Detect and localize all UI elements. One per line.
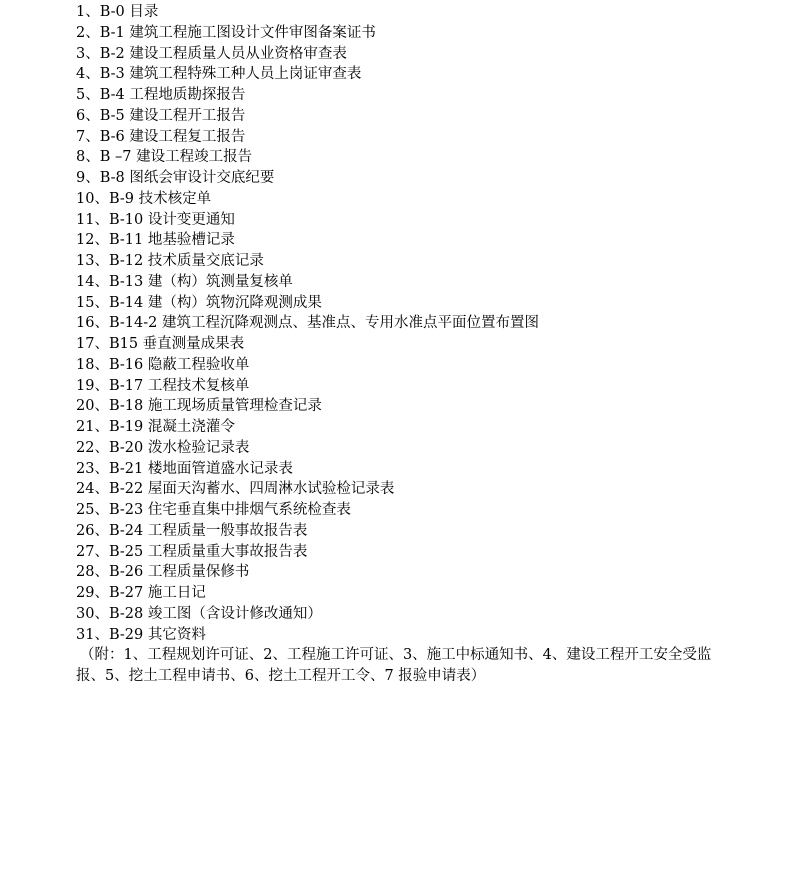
item-code: B-11 (108, 232, 144, 249)
item-separator: 、 (94, 502, 109, 518)
document-body (76, 2, 726, 687)
item-title: 建筑工程沉降观测点、基准点、专用水准点平面位置布置图 (161, 315, 539, 332)
item-number: 2 (76, 24, 86, 41)
item-separator: 、 (94, 273, 109, 290)
item-separator: 、 (85, 128, 100, 145)
item-number: 23 (76, 460, 95, 477)
item-title: 技术核定单 (138, 190, 212, 207)
item-number: 3 (76, 45, 86, 62)
item-separator: 、 (94, 522, 109, 539)
item-separator: 、 (94, 564, 109, 581)
list-item (76, 313, 726, 334)
item-separator: 、 (94, 190, 109, 207)
item-separator: 、 (94, 398, 109, 415)
item-number: 24 (76, 481, 95, 498)
item-number: 18 (76, 356, 95, 373)
item-title: 建（构）筑测量复核单 (147, 273, 293, 290)
item-separator: 、 (94, 460, 109, 477)
item-code: B-21 (108, 460, 144, 477)
item-number: 27 (76, 543, 95, 560)
item-separator: 、 (94, 585, 109, 601)
item-code: B-19 (108, 419, 144, 435)
item-code: B-20 (108, 439, 144, 456)
list-item (76, 127, 726, 148)
item-separator: 、 (94, 377, 109, 394)
item-separator: 、 (94, 439, 109, 456)
item-number: 1 (76, 4, 86, 20)
list-item (76, 210, 726, 231)
item-code: B15 (108, 336, 139, 352)
list-item (76, 64, 726, 85)
item-title: 工程技术复核单 (147, 377, 250, 394)
item-title: 建设工程开工报告 (129, 107, 246, 124)
list-item (76, 376, 726, 397)
item-separator: 、 (94, 336, 109, 352)
item-number: 14 (76, 273, 95, 290)
item-code: B-17 (108, 377, 144, 394)
item-separator: 、 (94, 605, 109, 622)
item-number: 13 (76, 253, 95, 269)
list-item (76, 2, 726, 23)
item-code: B-1 (99, 24, 125, 41)
item-number: 5 (76, 87, 86, 103)
item-separator: 、 (85, 66, 100, 83)
item-separator: 、 (85, 87, 100, 103)
item-title: 建设工程质量人员从业资格审查表 (129, 45, 347, 62)
list-item (76, 355, 726, 376)
item-number: 26 (76, 522, 95, 539)
item-title: 目录 (129, 4, 159, 20)
item-code: B-18 (108, 398, 144, 415)
item-separator: 、 (94, 356, 109, 373)
item-code: B-14 (108, 294, 144, 311)
list-item (76, 521, 726, 542)
list-item (76, 583, 726, 604)
item-code: B-26 (108, 564, 144, 581)
list-item (76, 272, 726, 293)
item-title: 技术质量交底记录 (147, 253, 264, 269)
item-separator: 、 (94, 253, 109, 269)
item-number: 16 (76, 315, 95, 332)
item-title: 工程质量保修书 (147, 564, 250, 581)
list-item (76, 542, 726, 563)
item-separator: 、 (94, 294, 109, 311)
item-number: 15 (76, 294, 95, 311)
item-code: B-22 (108, 481, 144, 498)
item-code: B-23 (108, 502, 144, 518)
item-title: 建筑工程施工图设计文件审图备案证书 (129, 24, 376, 41)
item-number: 11 (76, 211, 95, 228)
item-separator: 、 (94, 211, 109, 228)
item-code: B-10 (108, 211, 144, 228)
list-item (76, 625, 726, 646)
item-number: 9 (76, 170, 86, 186)
list-item (76, 334, 726, 355)
item-title: 其它资料 (147, 626, 206, 643)
item-title: 楼地面管道盛水记录表 (147, 460, 293, 477)
list-item (76, 251, 726, 272)
item-separator: 、 (85, 149, 100, 166)
item-code: B-4 (99, 87, 125, 103)
item-number: 17 (76, 336, 95, 352)
item-separator: 、 (85, 107, 100, 124)
item-number: 8 (76, 149, 86, 166)
item-number: 30 (76, 605, 95, 622)
list-item (76, 168, 726, 189)
item-title: 竣工图（含设计修改通知） (147, 605, 322, 622)
item-code: B-12 (108, 253, 144, 269)
item-code: B-9 (108, 190, 135, 207)
item-code: B-28 (108, 605, 144, 622)
item-separator: 、 (85, 4, 100, 20)
item-title: 地基验槽记录 (147, 232, 235, 249)
item-title: 设计变更通知 (147, 211, 235, 228)
list-item (76, 147, 726, 168)
item-code: B-3 (99, 66, 125, 83)
list-item (76, 44, 726, 65)
item-separator: 、 (85, 170, 100, 186)
item-title: 泼水检验记录表 (147, 439, 250, 456)
item-code: B-14-2 (108, 315, 158, 332)
list-item (76, 106, 726, 127)
list-item (76, 479, 726, 500)
list-item (76, 230, 726, 251)
item-title: 建设工程竣工报告 (136, 149, 253, 166)
item-title: 图纸会审设计交底纪要 (129, 170, 275, 186)
list-item (76, 562, 726, 583)
list-item (76, 189, 726, 210)
item-title: 建（构）筑物沉降观测成果 (147, 294, 322, 311)
item-number: 4 (76, 66, 86, 83)
item-code: B-29 (108, 626, 144, 643)
item-number: 19 (76, 377, 95, 394)
item-code: B-5 (99, 107, 125, 124)
item-number: 10 (76, 190, 95, 207)
item-number: 28 (76, 564, 95, 581)
item-number: 12 (76, 232, 95, 249)
item-code: B-2 (99, 45, 125, 62)
list-item (76, 459, 726, 480)
item-separator: 、 (94, 543, 109, 560)
item-code: B-8 (99, 170, 125, 186)
item-number: 21 (76, 419, 95, 435)
item-number: 29 (76, 585, 95, 601)
item-separator: 、 (94, 232, 109, 249)
list-item (76, 438, 726, 459)
item-title: 建筑工程特殊工种人员上岗证审查表 (129, 66, 362, 83)
item-title: 垂直测量成果表 (142, 336, 245, 352)
list-item (76, 85, 726, 106)
item-title: 混凝土浇灌令 (147, 419, 235, 435)
item-separator: 、 (94, 481, 109, 498)
item-separator: 、 (85, 24, 100, 41)
item-code: B-13 (108, 273, 144, 290)
list-item (76, 396, 726, 417)
list-item (76, 604, 726, 625)
item-code: B-25 (108, 543, 144, 560)
item-title: 隐蔽工程验收单 (147, 356, 250, 373)
item-number: 31 (76, 626, 95, 643)
list-item (76, 293, 726, 314)
item-title: 建设工程复工报告 (129, 128, 246, 145)
item-title: 屋面天沟蓄水、四周淋水试验检记录表 (147, 481, 395, 498)
item-title: 住宅垂直集中排烟气系统检查表 (147, 502, 351, 518)
appendix-note: （附：1、工程规划许可证、2、工程施工许可证、3、施工中标通知书、4、建设工程开工安全受监报、5、挖土工程申请书、6、挖土工程开工令、7 报验申请表） (76, 647, 712, 684)
item-title: 施工日记 (147, 585, 206, 601)
item-separator: 、 (94, 626, 109, 643)
item-code: B-24 (108, 522, 144, 539)
list-item (76, 23, 726, 44)
item-number: 25 (76, 502, 95, 518)
item-title: 工程质量重大事故报告表 (147, 543, 308, 560)
item-code: B-0 (99, 4, 125, 20)
item-title: 工程地质勘探报告 (129, 87, 246, 103)
list-item (76, 500, 726, 521)
item-code: B –7 (99, 149, 132, 166)
item-code: B-16 (108, 356, 144, 373)
item-number: 22 (76, 439, 95, 456)
item-separator: 、 (94, 419, 109, 435)
item-title: 工程质量一般事故报告表 (147, 522, 308, 539)
item-code: B-27 (108, 585, 144, 601)
archive-item-list (76, 2, 726, 645)
item-separator: 、 (94, 315, 109, 332)
item-number: 6 (76, 107, 86, 124)
list-item (76, 417, 726, 438)
item-separator: 、 (85, 45, 100, 62)
item-number: 20 (76, 398, 95, 415)
item-code: B-6 (99, 128, 125, 145)
item-title: 施工现场质量管理检查记录 (147, 398, 322, 415)
item-number: 7 (76, 128, 86, 145)
